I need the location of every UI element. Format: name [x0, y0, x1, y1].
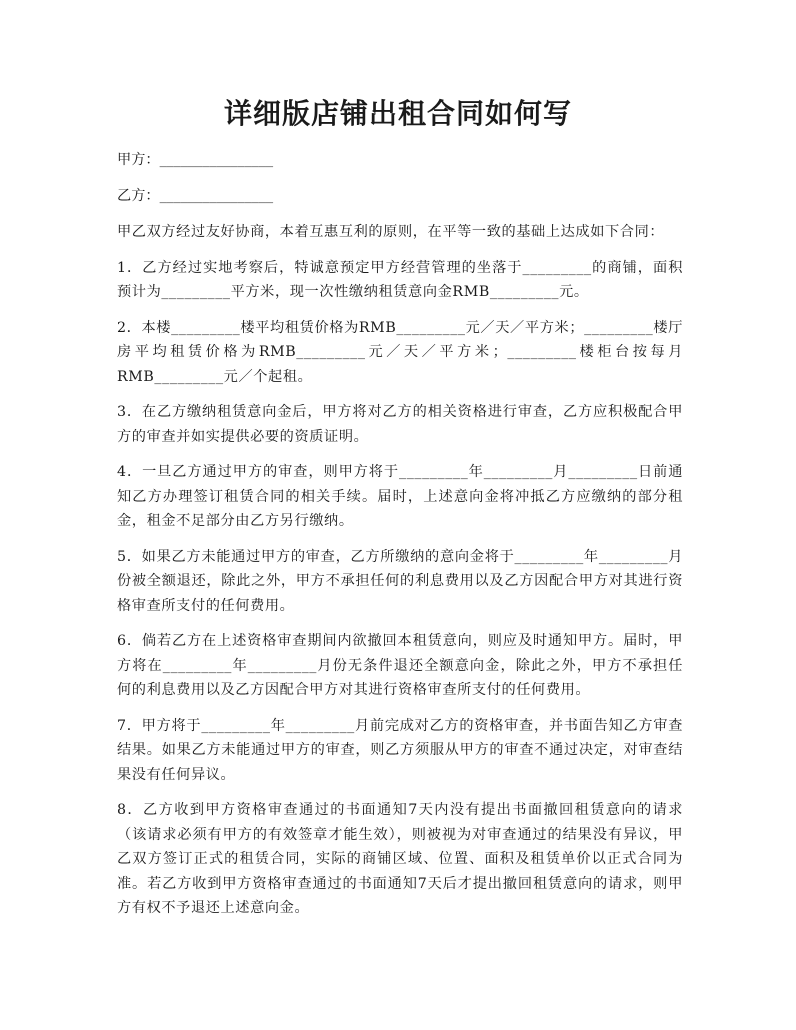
clause-7: 7．甲方将于_________年_________月前完成对乙方的资格审查，并书面告知乙方审查结果。如果乙方未能通过甲方的审查，则乙方须服从甲方的审查不通过决定，对审查结果没有任何异议。 — [117, 717, 683, 783]
party-a-line: 甲方：________________ — [117, 152, 274, 168]
clause-8: 8．乙方收到甲方资格审查通过的书面通知7天内没有提出书面撤回租赁意向的请求（该请求必须有甲方的有效签章才能生效），则被视为对审查通过的结果没有异议，甲乙双方签订正式的租赁合同，实际的商铺区域、位置、面积及租赁单价以正式合同为准。若乙方收到甲方资格审查通过的书面通知7天后才提出撤回租赁意向的请求，则甲方有权不予退还上述意向金。 — [117, 802, 683, 916]
clause-1: 1．乙方经过实地考察后，特诚意预定甲方经营管理的坐落于_________的商铺，面积预计为_________平方米，现一次性缴纳租赁意向金RMB_________元。 — [117, 259, 683, 300]
intro-paragraph: 甲乙双方经过友好协商，本着互惠互利的原则，在平等一致的基础上达成如下合同： — [117, 224, 665, 240]
clause-2: 2．本楼_________楼平均租赁价格为RMB_________元／天／平方米；_________楼厅房平均租赁价格为RMB_________元／天／平方米；_________楼柜台按每月RMB_________元／个起租。 — [117, 319, 683, 385]
document-title: 详细版店铺出租合同如何写 — [223, 97, 572, 130]
clause-3: 3．在乙方缴纳租赁意向金后，甲方将对乙方的相关资格进行审查，乙方应积极配合甲方的审查并如实提供必要的资质证明。 — [117, 404, 683, 445]
clause-6: 6．倘若乙方在上述资格审查期间内欲撤回本租赁意向，则应及时通知甲方。届时，甲方将在_________年_________月份无条件退还全额意向金，除此之外，甲方不承担任何的利息费用以及乙方因配合甲方对其进行资格审查所支付的任何费用。 — [117, 633, 683, 698]
document-body — [117, 148, 683, 932]
clause-4: 4．一旦乙方通过甲方的审查，则甲方将于_________年_________月_________日前通知乙方办理签订租赁合同的相关手续。届时，上述意向金将冲抵乙方应缴纳的部分租金，租金不足部分由乙方另行缴纳。 — [117, 464, 683, 529]
clause-5: 5．如果乙方未能通过甲方的审查，乙方所缴纳的意向金将于_________年_________月份被全额退还，除此之外，甲方不承担任何的利息费用以及乙方因配合甲方对其进行资格审查所支付的任何费用。 — [117, 548, 683, 614]
party-b-line: 乙方：________________ — [117, 188, 274, 204]
